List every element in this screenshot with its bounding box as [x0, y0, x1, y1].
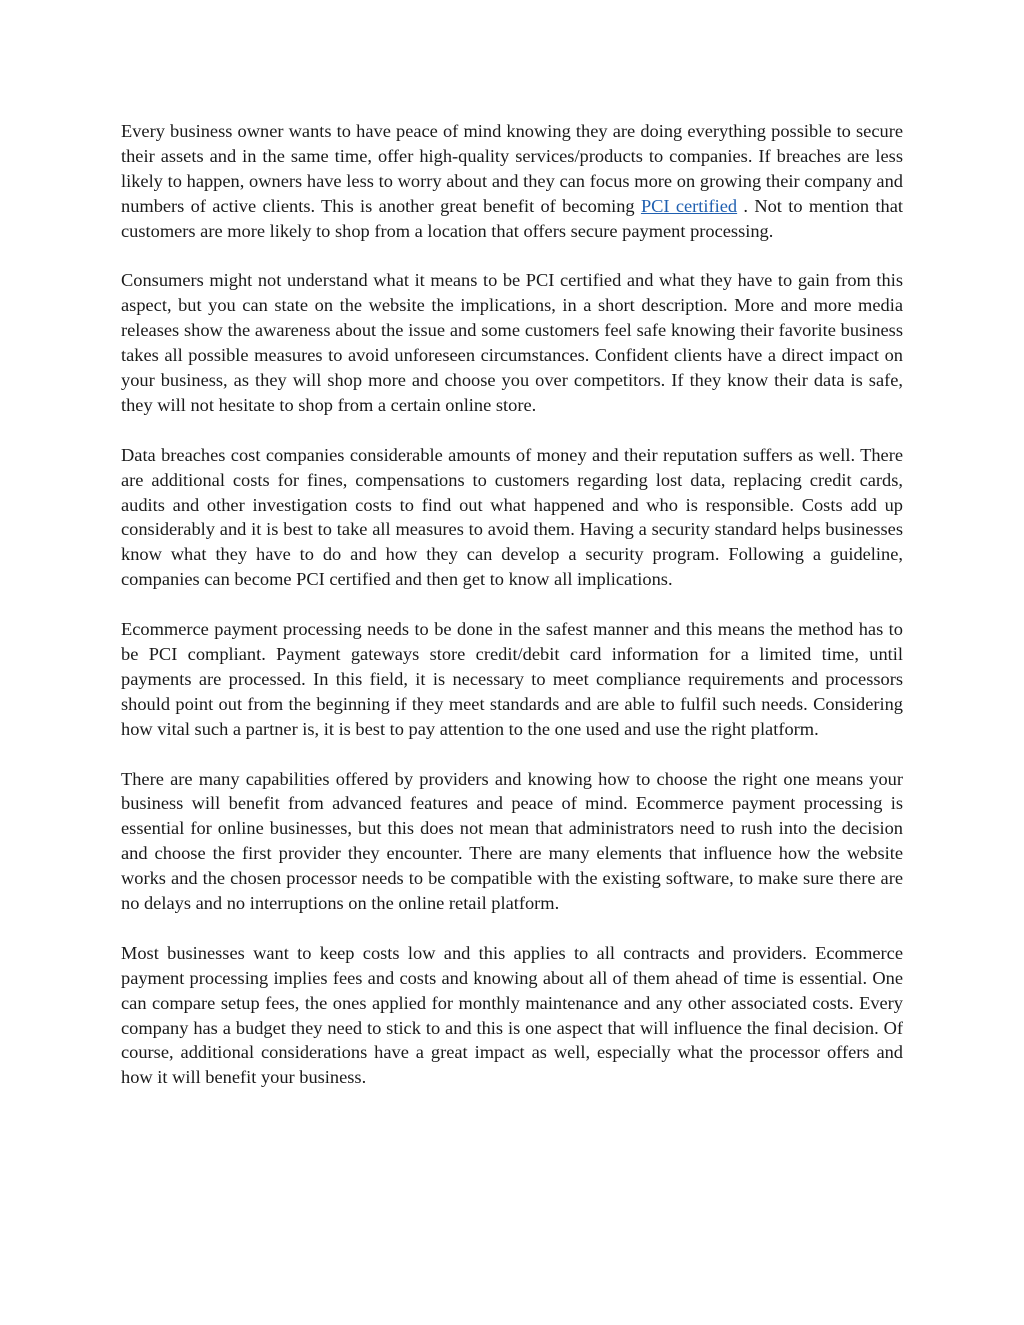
- paragraph-pci-benefits: [121, 119, 903, 244]
- paragraph-text: . Not to mention that customers are more likely to shop from a location that offers secure payment processing.: [121, 195, 903, 241]
- paragraph-ecommerce-processing: Ecommerce payment processing needs to be done in the safest manner and this means the method has to be PCI compliant. Payment gateways store credit/debit card information for a limited time, until payments are processed. In this field, it is necessary to meet compliance requirements and processors should point out from the beginning if they meet standards and are able to fulfil such needs. Considering how vital such a partner is, it is best to pay attention to the one used and use the right platform.: [121, 619, 903, 739]
- paragraph-costs: Most businesses want to keep costs low and this applies to all contracts and providers. Ecommerce payment processing implies fees and costs and knowing about all of them ahead of time is essential. One can compare setup fees, the ones applied for monthly maintenance and any other associated costs. Every company has a budget they need to stick to and this is one aspect that will influence the final decision. Of course, additional considerations have a great impact as well, especially what the processor offers and how it will benefit your business.: [121, 942, 903, 1088]
- paragraph-consumers: Consumers might not understand what it means to be PCI certified and what they have to gain from this aspect, but you can state on the website the implications, in a short description. More and more media releases show the awareness about the issue and some customers feel safe knowing their favorite business takes all possible measures to avoid unforeseen circumstances. Confident clients have a direct impact on your business, as they will shop more and choose you over competitors. If they know their data is safe, they will not hesitate to shop from a certain online store.: [121, 270, 903, 415]
- paragraph-data-breaches: Data breaches cost companies considerable amounts of money and their reputation suffers as well. There are additional costs for fines, compensations to customers regarding lost data, replacing credit cards, audits and other investigation costs to find out what happened and who is responsible. Costs add up considerably and it is best to take all measures to avoid them. Having a security standard helps businesses know what they have to do and how they can develop a security program. Following a guideline, companies can become PCI certified and then get to know all implications.: [121, 444, 903, 590]
- document-body: [121, 119, 903, 1115]
- paragraph-text: Every business owner wants to have peace of mind knowing they are doing everything possible to secure their assets and in the same time, offer high-quality services/products to companies. If breaches are less likely to happen, owners have less to worry about and they can focus more on growing their company and numbers of active clients. This is another great benefit of becoming: [121, 121, 903, 216]
- pci-certified-link[interactable]: PCI certified: [640, 195, 738, 216]
- paragraph-capabilities: There are many capabilities offered by providers and knowing how to choose the right one means your business will benefit from advanced features and peace of mind. Ecommerce payment processing is essential for online businesses, but this does not mean that administrators need to rush into the decision and choose the first provider they encounter. There are many elements that influence how the website works and the chosen processor needs to be compatible with the existing software, to make sure there are no delays and no interruptions on the online retail platform.: [121, 768, 903, 914]
